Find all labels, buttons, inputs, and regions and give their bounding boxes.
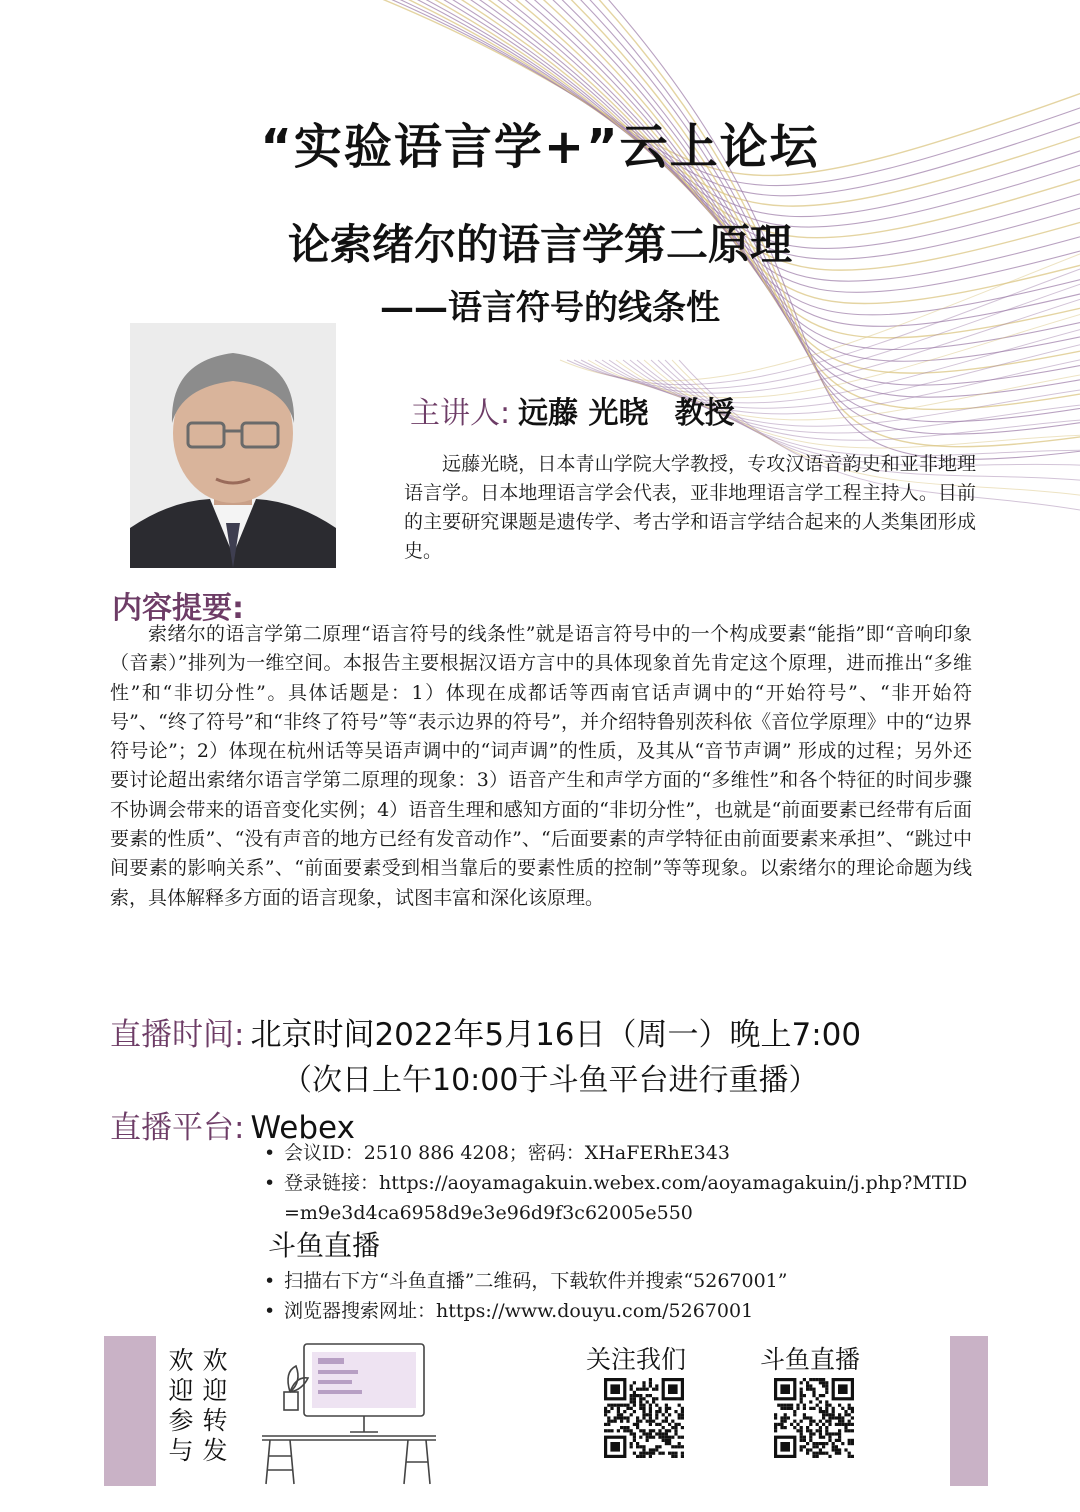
list-item <box>262 1168 982 1228</box>
platform-label: 直播平台: <box>110 1110 245 1146</box>
decorative-line <box>552 0 1080 397</box>
live-time-label: 直播时间: <box>110 1017 245 1053</box>
speaker-title: 教授 <box>674 396 735 431</box>
bullet-icon: • <box>264 1172 276 1194</box>
speaker-photo <box>130 323 336 568</box>
list-item <box>262 1266 982 1296</box>
speaker-name: 远藤 光晓 <box>518 396 649 431</box>
meeting-id: 会议ID：2510 886 4208；密码：XHaFERhE343 <box>284 1142 730 1164</box>
webex-list <box>262 1138 982 1228</box>
live-time-value: 北京时间2022年5月16日（周一）晚上7:00 <box>250 1017 862 1053</box>
decorative-line <box>571 0 1080 422</box>
list-item <box>262 1296 982 1326</box>
bullet-icon: • <box>264 1142 276 1164</box>
decorative-line <box>562 0 1080 409</box>
speaker-bio: 远藤光晓，日本青山学院大学教授，专攻汉语音韵史和亚非地理语言学。日本地理语言学会代表，亚非地理语言学工程主持人。目前的主要研究课题是遗传学、考古学和语言学结合起来的人类集团形成史。 <box>404 453 976 562</box>
douyu-heading: 斗鱼直播 <box>268 1229 381 1262</box>
qr-code-follow[interactable] <box>604 1378 684 1458</box>
douyu-url[interactable]: 浏览器搜索网址：https://www.douyu.com/5267001 <box>284 1300 754 1322</box>
douyu-scan-text: 扫描右下方“斗鱼直播”二维码，下载软件并搜索“5267001” <box>284 1270 788 1292</box>
footer-bar-left <box>104 1336 156 1486</box>
follow-us-label: 关注我们 <box>586 1345 687 1374</box>
login-link[interactable]: 登录链接：https://aoyamagakuin.webex.com/aoyamagakuin/j.php?MTID=m9e3d4ca6958d9e3e96d9f3c62005e550 <box>284 1172 968 1224</box>
speaker-label: 主讲人: <box>410 396 511 431</box>
list-item <box>262 1138 982 1168</box>
douyu-list <box>262 1266 982 1326</box>
speaker-line <box>410 388 735 432</box>
forum-title: “实验语言学+”云上论坛 <box>260 119 820 175</box>
welcome-join-text: 欢迎参与 <box>168 1346 194 1465</box>
desk-illustration <box>256 1336 442 1486</box>
summary-heading: 内容提要: <box>112 591 244 626</box>
platform-value: Webex <box>250 1110 355 1146</box>
bullet-icon: • <box>264 1300 276 1322</box>
talk-subtitle: ——语言符号的线条性 <box>380 288 720 328</box>
douyu-qr-label: 斗鱼直播 <box>760 1345 861 1374</box>
qr-code-douyu[interactable] <box>774 1378 854 1458</box>
bullet-icon: • <box>264 1270 276 1292</box>
footer-bar-right <box>950 1336 988 1486</box>
summary-text: 索绪尔的语言学第二原理“语言符号的线条性”就是语言符号中的一个构成要素“能指”即“音响印象（音素）”排列为一维空间。本报告主要根据汉语方言中的具体现象首先肯定这个原理，进而推出“多维性”和“非切分性”。具体话题是：1）体现在成都话等西南官话声调中的“开始符号”、“非开始符号”、“终了符号”和“非终了符号”等“表示边界的符号”，并介绍特鲁别茨科依《音位学原理》中的“边界符号论”；2）体现在杭州话等吴语声调中的“词声调”的性质，及其从“音节声调” 形成的过程；另外还要讨论超出索绪尔语言学第二原理的现象：3）语音产生和声学方面的“多维性”和各个特征的时间步骤不协调会带来的语音变化实例；4）语音生理和感知方面的“非切分性”，也就是“前面要素已经带有后面要素的性质”、“没有声音的地方已经有发音动作”、“后面要素的声学特征由前面要素来承担”、“跳过中间要素的影响关系”、“前面要素受到相当靠后的要素性质的控制”等等现象。以索绪尔的理论命题为线索，具体解释多方面的语言现象，试图丰富和深化该原理。 <box>110 623 972 909</box>
welcome-share-text: 欢迎转发 <box>202 1346 228 1465</box>
replay-note: （次日上午10:00于斗鱼平台进行重播） <box>282 1063 819 1098</box>
live-time-line <box>110 1009 861 1054</box>
talk-title: 论索绪尔的语言学第二原理 <box>287 220 792 269</box>
